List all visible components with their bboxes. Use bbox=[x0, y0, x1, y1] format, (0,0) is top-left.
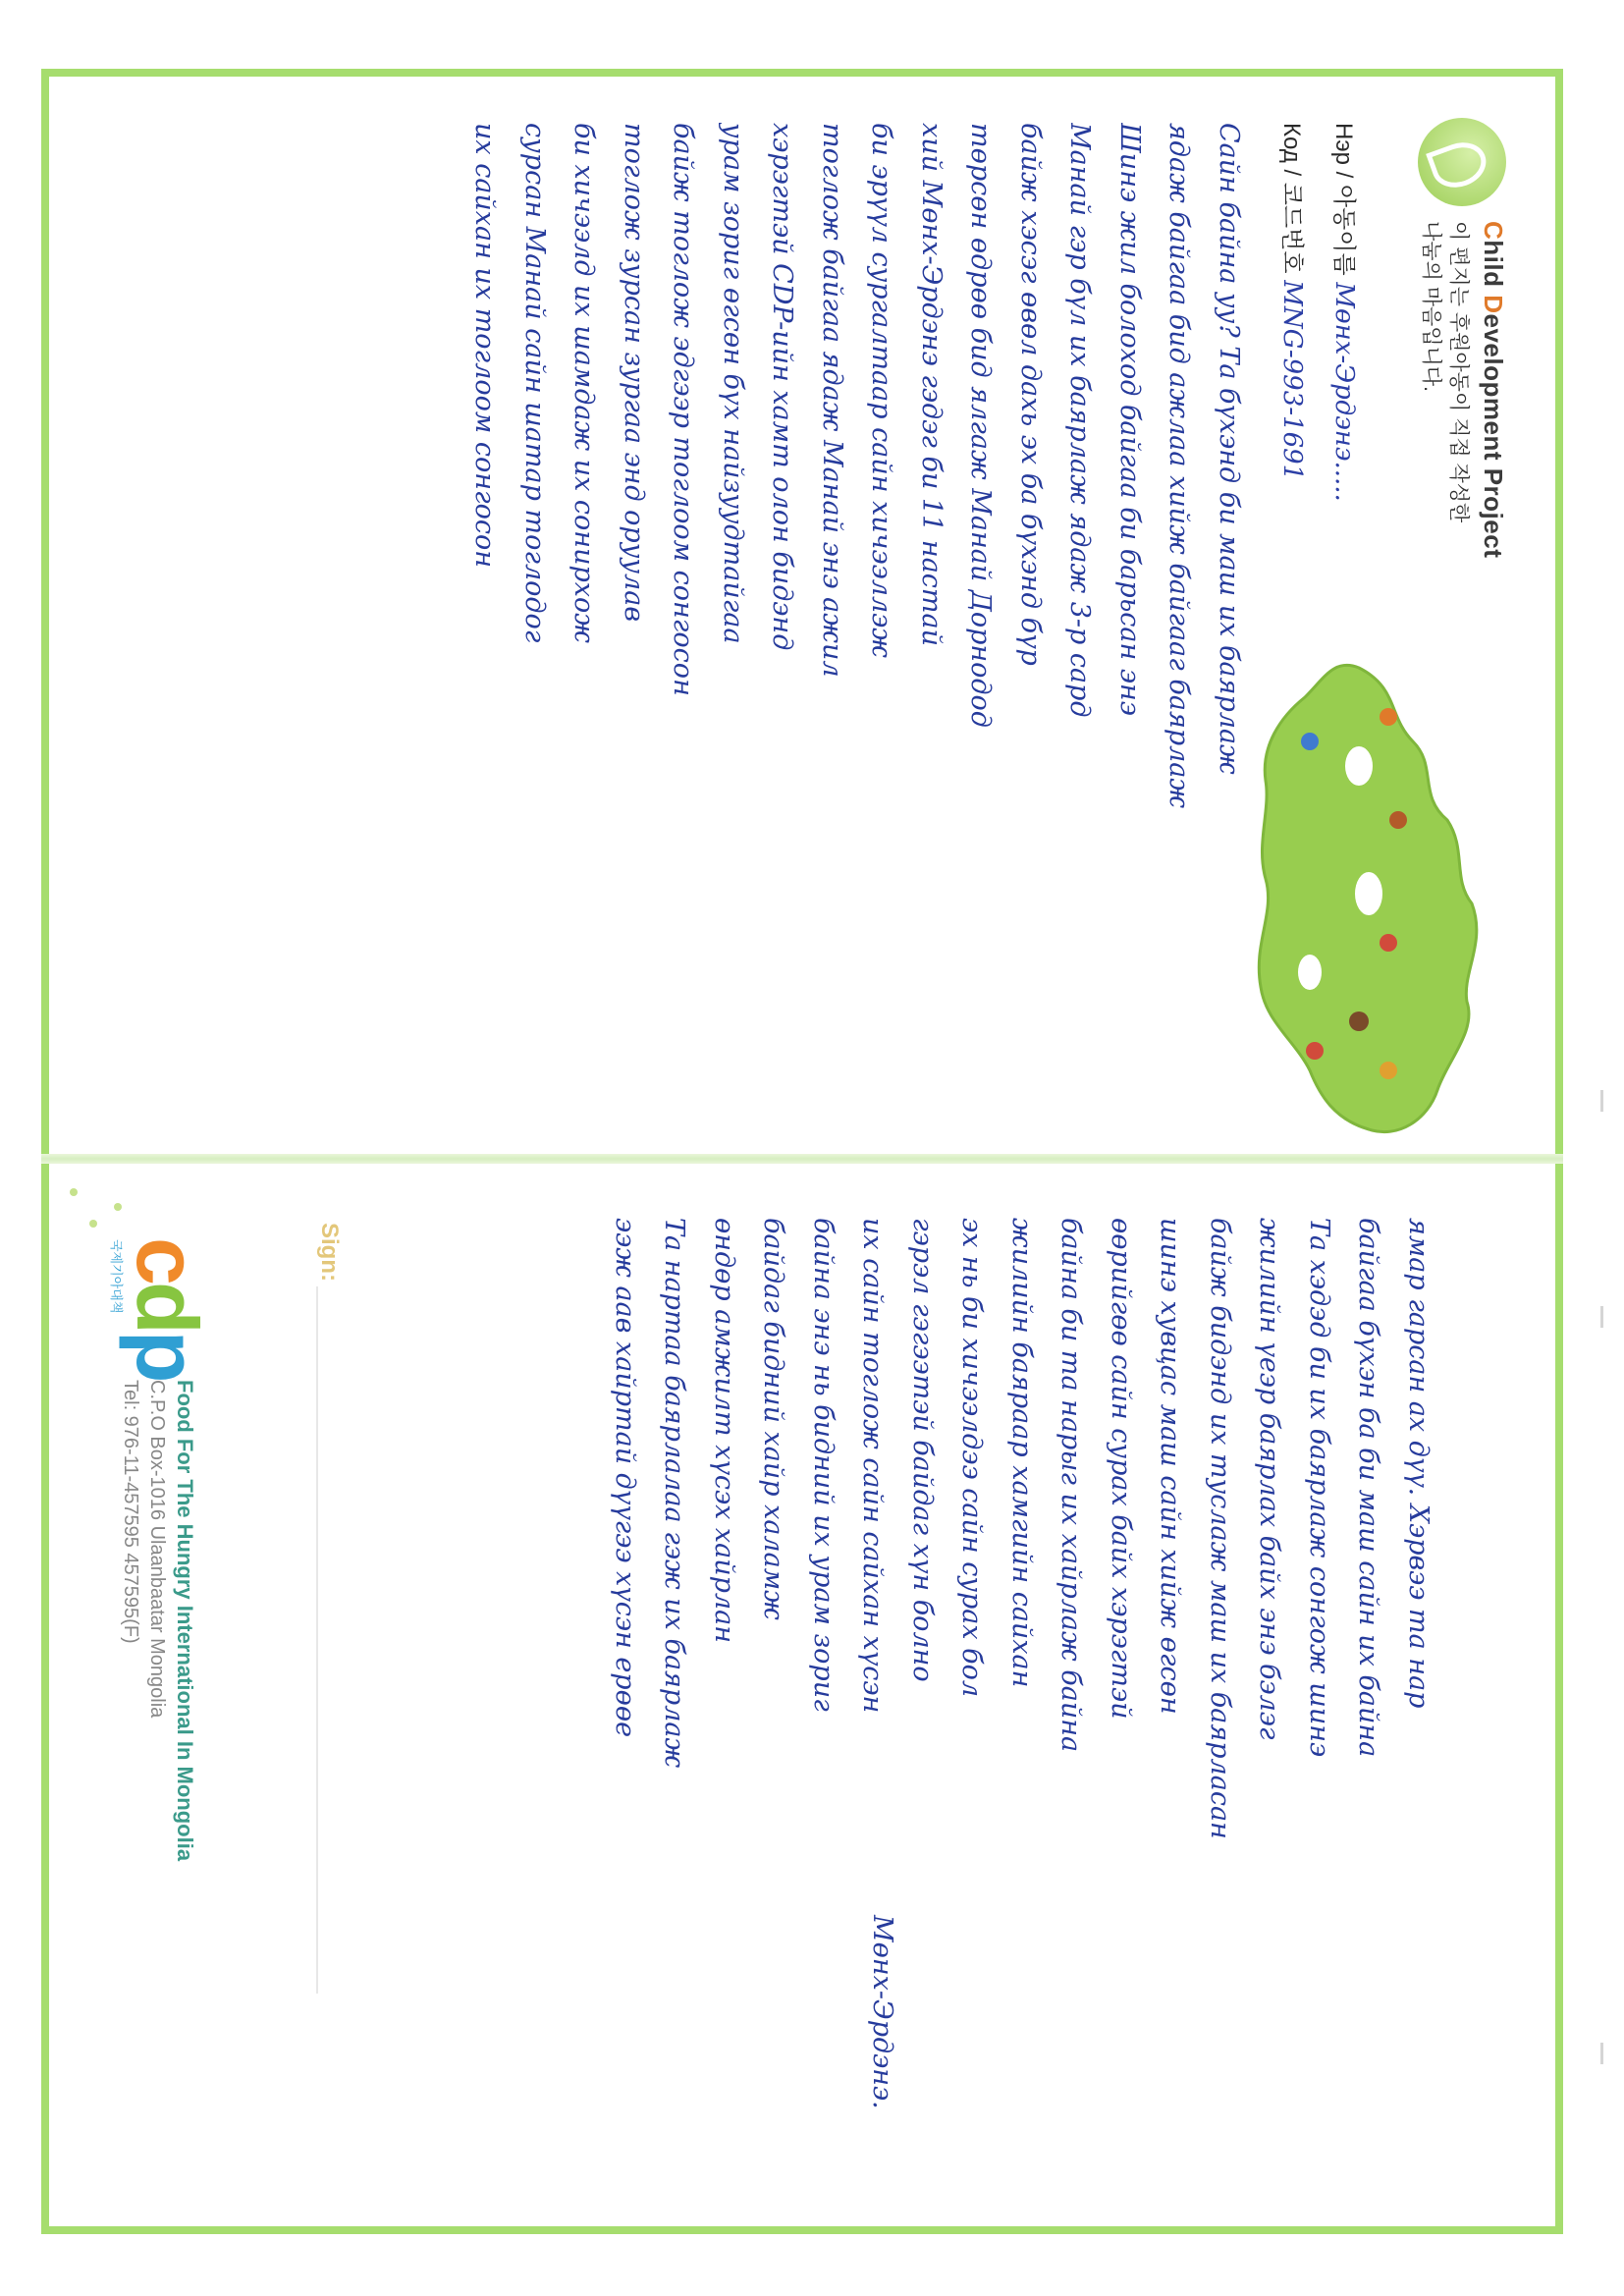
letter-line: байж тоглож эдгээр тоглоом сонгосон bbox=[668, 123, 699, 696]
letter-line: эх нь би хичээлдээ сайн сурах бол bbox=[956, 1218, 988, 1698]
letter-signoff: Мөнх-Эрдэнэ. bbox=[867, 1915, 897, 2109]
letter-line: гэрэл гэгээтэй байдаг хүн болно bbox=[907, 1218, 938, 1682]
cdp-logo-d: d bbox=[119, 1281, 216, 1331]
letter-line: Сайн байна уу? Та бүхэнд би маш их баярлаж bbox=[1214, 123, 1244, 775]
letter-line: байна би та нарыг их хайрлаж байна bbox=[1056, 1218, 1087, 1753]
letter-line: ямар гарсан ах дүү. Хэрвээ та нар bbox=[1403, 1218, 1434, 1709]
letter-line: жилийн баяраар хамгийн сайхан bbox=[1006, 1218, 1037, 1688]
name-label: Нэр / 아동이름 bbox=[1330, 123, 1357, 276]
letter-line: урам зориг өгсөн бүх найзуудтайгаа bbox=[718, 123, 748, 644]
project-title-mid: hild bbox=[1479, 240, 1508, 296]
letter-line: сурсан Манай сайн шатар тоглодог bbox=[519, 123, 550, 643]
sign-line bbox=[316, 1286, 318, 1994]
cdp-logo bbox=[119, 1237, 216, 1380]
center-fold bbox=[41, 1154, 1563, 1164]
korean-subtitle-2: 나눔의 마음입니다. bbox=[1420, 221, 1442, 392]
scan-edge-mark bbox=[1600, 2043, 1603, 2064]
letter-line: их сайхан их тоглоом сонгосон bbox=[469, 123, 501, 569]
letter-line: тоглож зурсан зургаа энд оруулав bbox=[619, 123, 649, 623]
sign-label: Sign: bbox=[316, 1223, 343, 1282]
cdp-logo-c: c bbox=[119, 1237, 216, 1282]
letter-line: их сайн тоглож сайн сайхан хүсэн bbox=[857, 1218, 889, 1714]
child-name-field bbox=[1329, 123, 1364, 502]
letter-line: байж бидэнд их туслаж маш их баярласан bbox=[1205, 1218, 1235, 1839]
letter-line: байж хэсэг өвөл дахь эх ба бүхэнд бүр bbox=[1015, 123, 1046, 666]
letter-line: Та хэдэд би их баярлаж сонгож шинэ bbox=[1304, 1218, 1334, 1758]
letter-line: байгаа бүхэн ба би маш сайн их байна bbox=[1353, 1218, 1384, 1758]
letter-line: шинэ хувцас маш сайн хийж өгсөн bbox=[1155, 1218, 1186, 1715]
cdp-logo-korean: 국제기아대책 bbox=[109, 1239, 124, 1314]
code-value: MNG-993-1691 bbox=[1277, 280, 1307, 481]
org-telephone: Tel: 976-11-457595 457595(F) bbox=[120, 1380, 141, 1644]
org-address: C.P.O Box-1016 Ulaanbaatar Mongolia bbox=[146, 1380, 168, 1719]
project-title-rest: evelopment Project bbox=[1479, 313, 1508, 559]
project-title bbox=[1478, 221, 1508, 558]
letter-line: тоглож байгаа ядаж Манай энэ ажил bbox=[817, 123, 847, 678]
letter-line: Шинэ жил болоход байгаа би барьсан энэ bbox=[1114, 123, 1145, 716]
letter-line: байна энэ нь бидний их урам зориг bbox=[808, 1218, 839, 1712]
letter-left-page bbox=[460, 123, 1253, 1090]
letter-line: өндөр амжилт хүсэх хайрлан bbox=[709, 1218, 739, 1643]
child-code-field bbox=[1277, 123, 1312, 480]
letter-right-page bbox=[600, 1218, 1443, 2185]
project-title-c: C bbox=[1479, 221, 1508, 241]
letter-line: Манай гэр бүл их баярлаж ядаж 3-р сард bbox=[1064, 123, 1096, 718]
cdp-logo-p: p bbox=[119, 1330, 216, 1380]
scan-edge-mark bbox=[1600, 1090, 1603, 1112]
code-label: Код / 코드번호 bbox=[1278, 123, 1305, 274]
letter-line: би хичээлд их шамдаж их сонирхож bbox=[568, 123, 600, 643]
letter-line: би эрүүл сургалтаар сайн хичээллэж bbox=[866, 123, 897, 658]
name-value: Мөнх-Эрдэнэ..... bbox=[1329, 282, 1359, 502]
org-name: Food For The Hungry International In Mongolia bbox=[173, 1380, 197, 1862]
letter-line: өөрийгөө сайн сурах байх хэрэгтэй bbox=[1106, 1218, 1136, 1720]
letter-line: байдаг бидний хайр халамж bbox=[758, 1218, 789, 1620]
korean-subtitle-1: 이 편지는 후원아동이 직접 작성한 bbox=[1447, 221, 1470, 523]
scan-edge-mark bbox=[1600, 1306, 1603, 1328]
letter-line: жилийн үеэр баярлах байх энэ бэлэг bbox=[1254, 1218, 1285, 1740]
letter-line: хий Мөнх-Эрдэнэ гэдэг би 11 настай bbox=[916, 123, 947, 646]
project-title-d: D bbox=[1479, 295, 1508, 314]
letter-line: ээж аав хайртай дүүгээ хүсэн ерөөе bbox=[610, 1218, 640, 1738]
letter-line: хэрэгтэй CDP-ийн хамт олон бидэнд bbox=[767, 123, 798, 651]
cdp-leaf-logo-icon bbox=[1418, 118, 1506, 206]
letter-line: Та нартаа баярлалаа гэж их баярлаж bbox=[659, 1218, 690, 1769]
letter-line: ядаж байгаа бид ажлаа хийж байгааг баярлаж bbox=[1164, 123, 1195, 809]
mongolia-map-illustration bbox=[1241, 648, 1506, 1149]
letter-line: төрсөн өдрөө бид ялгаж Манай Дорнодод bbox=[965, 123, 997, 728]
